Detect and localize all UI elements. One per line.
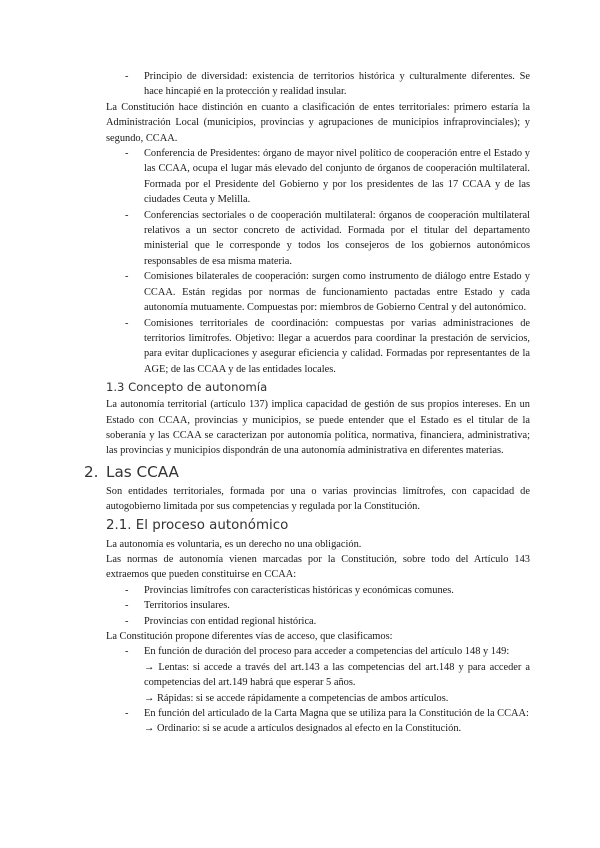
dash-marker: - <box>125 600 129 612</box>
bullet-text: Provincias limítrofes con características históricas y económicas comunes. <box>144 584 454 596</box>
paragraph-voluntaria: La autonomía es voluntaria, es un derecho no una obligación. <box>106 538 362 550</box>
bullet-comisiones-territoriales <box>106 316 530 378</box>
bullet-conferencia-presidentes <box>106 146 530 208</box>
dash-marker: - <box>125 615 129 627</box>
dash-marker: - <box>125 71 129 82</box>
bullet-conferencias-sectoriales <box>106 208 530 270</box>
bullet-diversidad <box>106 69 530 100</box>
paragraph-vias-acceso: La Constitución propone diferentes vías de acceso, que clasificamos: <box>106 631 393 642</box>
bullet-text: Conferencias sectoriales o de cooperación multilateral: órganos de cooperación multilateral relativos a un sector concreto de actividad. Formada por el titular del departamento ministerial que le corresponde y todos los consejeros de los gobiernos autonómicos responsables de esa misma materia. <box>144 209 530 267</box>
dash-marker: - <box>125 317 129 329</box>
paragraph-autonomia-territorial: La autonomía territorial (artículo 137) implica capacidad de gestión de sus propios intereses. En un Estado con CCAA, provincias y municipios, se puede entender que el Estado es el titular de la soberanía y las CCAA se caracterizan por autonomía política, normativa, financiera, administrativa; las provincias y municipios dispondrán de una autonomía administrativa en diferentes materias. <box>106 399 530 457</box>
dash-marker: - <box>125 646 129 658</box>
dash-marker: - <box>125 148 129 160</box>
heading-las-ccaa <box>84 462 530 482</box>
bullet-text: Principio de diversidad: existencia de territorios histórica y culturalmente diferentes. Se hace hincapié en la protección y realidad insular. <box>144 71 530 98</box>
heading-number: 2. <box>84 462 99 481</box>
bullet-text: Comisiones territoriales de coordinación: compuestas por varias administraciones de territorios limítrofes. Objetivo: llegar a acuerdos para coordinar la prestación de servicios, para evitar duplicaciones y asegurar eficiencia y calidad. Formadas por representantes de la AGE; de las CCAA y de las entidades locales. <box>144 317 530 375</box>
sub-item-lentas: → Lentas: si accede a través del art.143 a las competencias del art.148 y para acceder a competencias del art.149 habrá que esperar 5 años. <box>144 661 530 689</box>
bullet-entidad-regional <box>106 614 530 629</box>
heading-title: Las CCAA <box>106 462 179 481</box>
paragraph-normas-autonomia: Las normas de autonomía vienen marcadas por la Constitución, sobre todo del Artículo 143 extraemos que pueden constituirse en CCAA: <box>106 553 530 581</box>
bullet-text: En función de duración del proceso para acceder a competencias del artículo 148 y 149: <box>144 646 510 658</box>
sub-item-ordinario: → Ordinario: si se acude a artículos designados al efecto en la Constitución. <box>144 723 462 735</box>
page-content <box>84 69 530 737</box>
heading-proceso-autonomico: 2.1. El proceso autonómico <box>106 517 289 533</box>
sub-item-rapidas: → Rápidas: si se accede rápidamente a competencias de ambos artículos. <box>144 692 449 704</box>
bullet-text: Conferencia de Presidentes: órgano de mayor nivel político de cooperación entre el Estado y las CCAA, ocupa el lugar más elevado del conjunto de órganos de cooperación multilateral. Formada por el Presidente del Gobierno y por los presidentes de las 17 CCAA y de las ciudades Ceuta y Melilla. <box>144 148 530 206</box>
paragraph-definicion-ccaa: Son entidades territoriales, formada por una o varias provincias limítrofes, con capacidad de autogobierno limitada por sus competencias y regulada por la Constitución. <box>106 485 530 513</box>
dash-marker: - <box>125 584 129 596</box>
dash-marker: - <box>125 708 129 720</box>
bullet-text: Provincias con entidad regional histórica. <box>144 615 317 627</box>
bullet-provincias-limitrofes <box>106 583 530 598</box>
bullet-text: Comisiones bilaterales de cooperación: surgen como instrumento de diálogo entre Estado y CCAA. Están regidas por normas de funcionamiento pactadas entre Estado y cada autonomía mutuamente. Compuestas por: miembros de Gobierno Central y del autonómico. <box>144 271 530 314</box>
bullet-duracion-proceso <box>106 644 530 706</box>
bullet-territorios-insulares <box>106 598 530 613</box>
bullet-comisiones-bilaterales <box>106 269 530 315</box>
paragraph-clasificacion: La Constitución hace distinción en cuanto a clasificación de entes territoriales: primero estaría la Administración Local (municipios, provincias y agrupaciones de municipios infraprovinciales); y segundo, CCAA. <box>106 101 530 144</box>
bullet-text: En función del articulado de la Carta Magna que se utiliza para la Constitución de la CCAA: <box>144 708 529 720</box>
heading-concepto-autonomia: 1.3 Concepto de autonomía <box>106 380 268 395</box>
bullet-articulado-carta-magna <box>106 706 530 737</box>
dash-marker: - <box>125 271 129 283</box>
bullet-text: Territorios insulares. <box>144 600 230 612</box>
dash-marker: - <box>125 209 129 221</box>
